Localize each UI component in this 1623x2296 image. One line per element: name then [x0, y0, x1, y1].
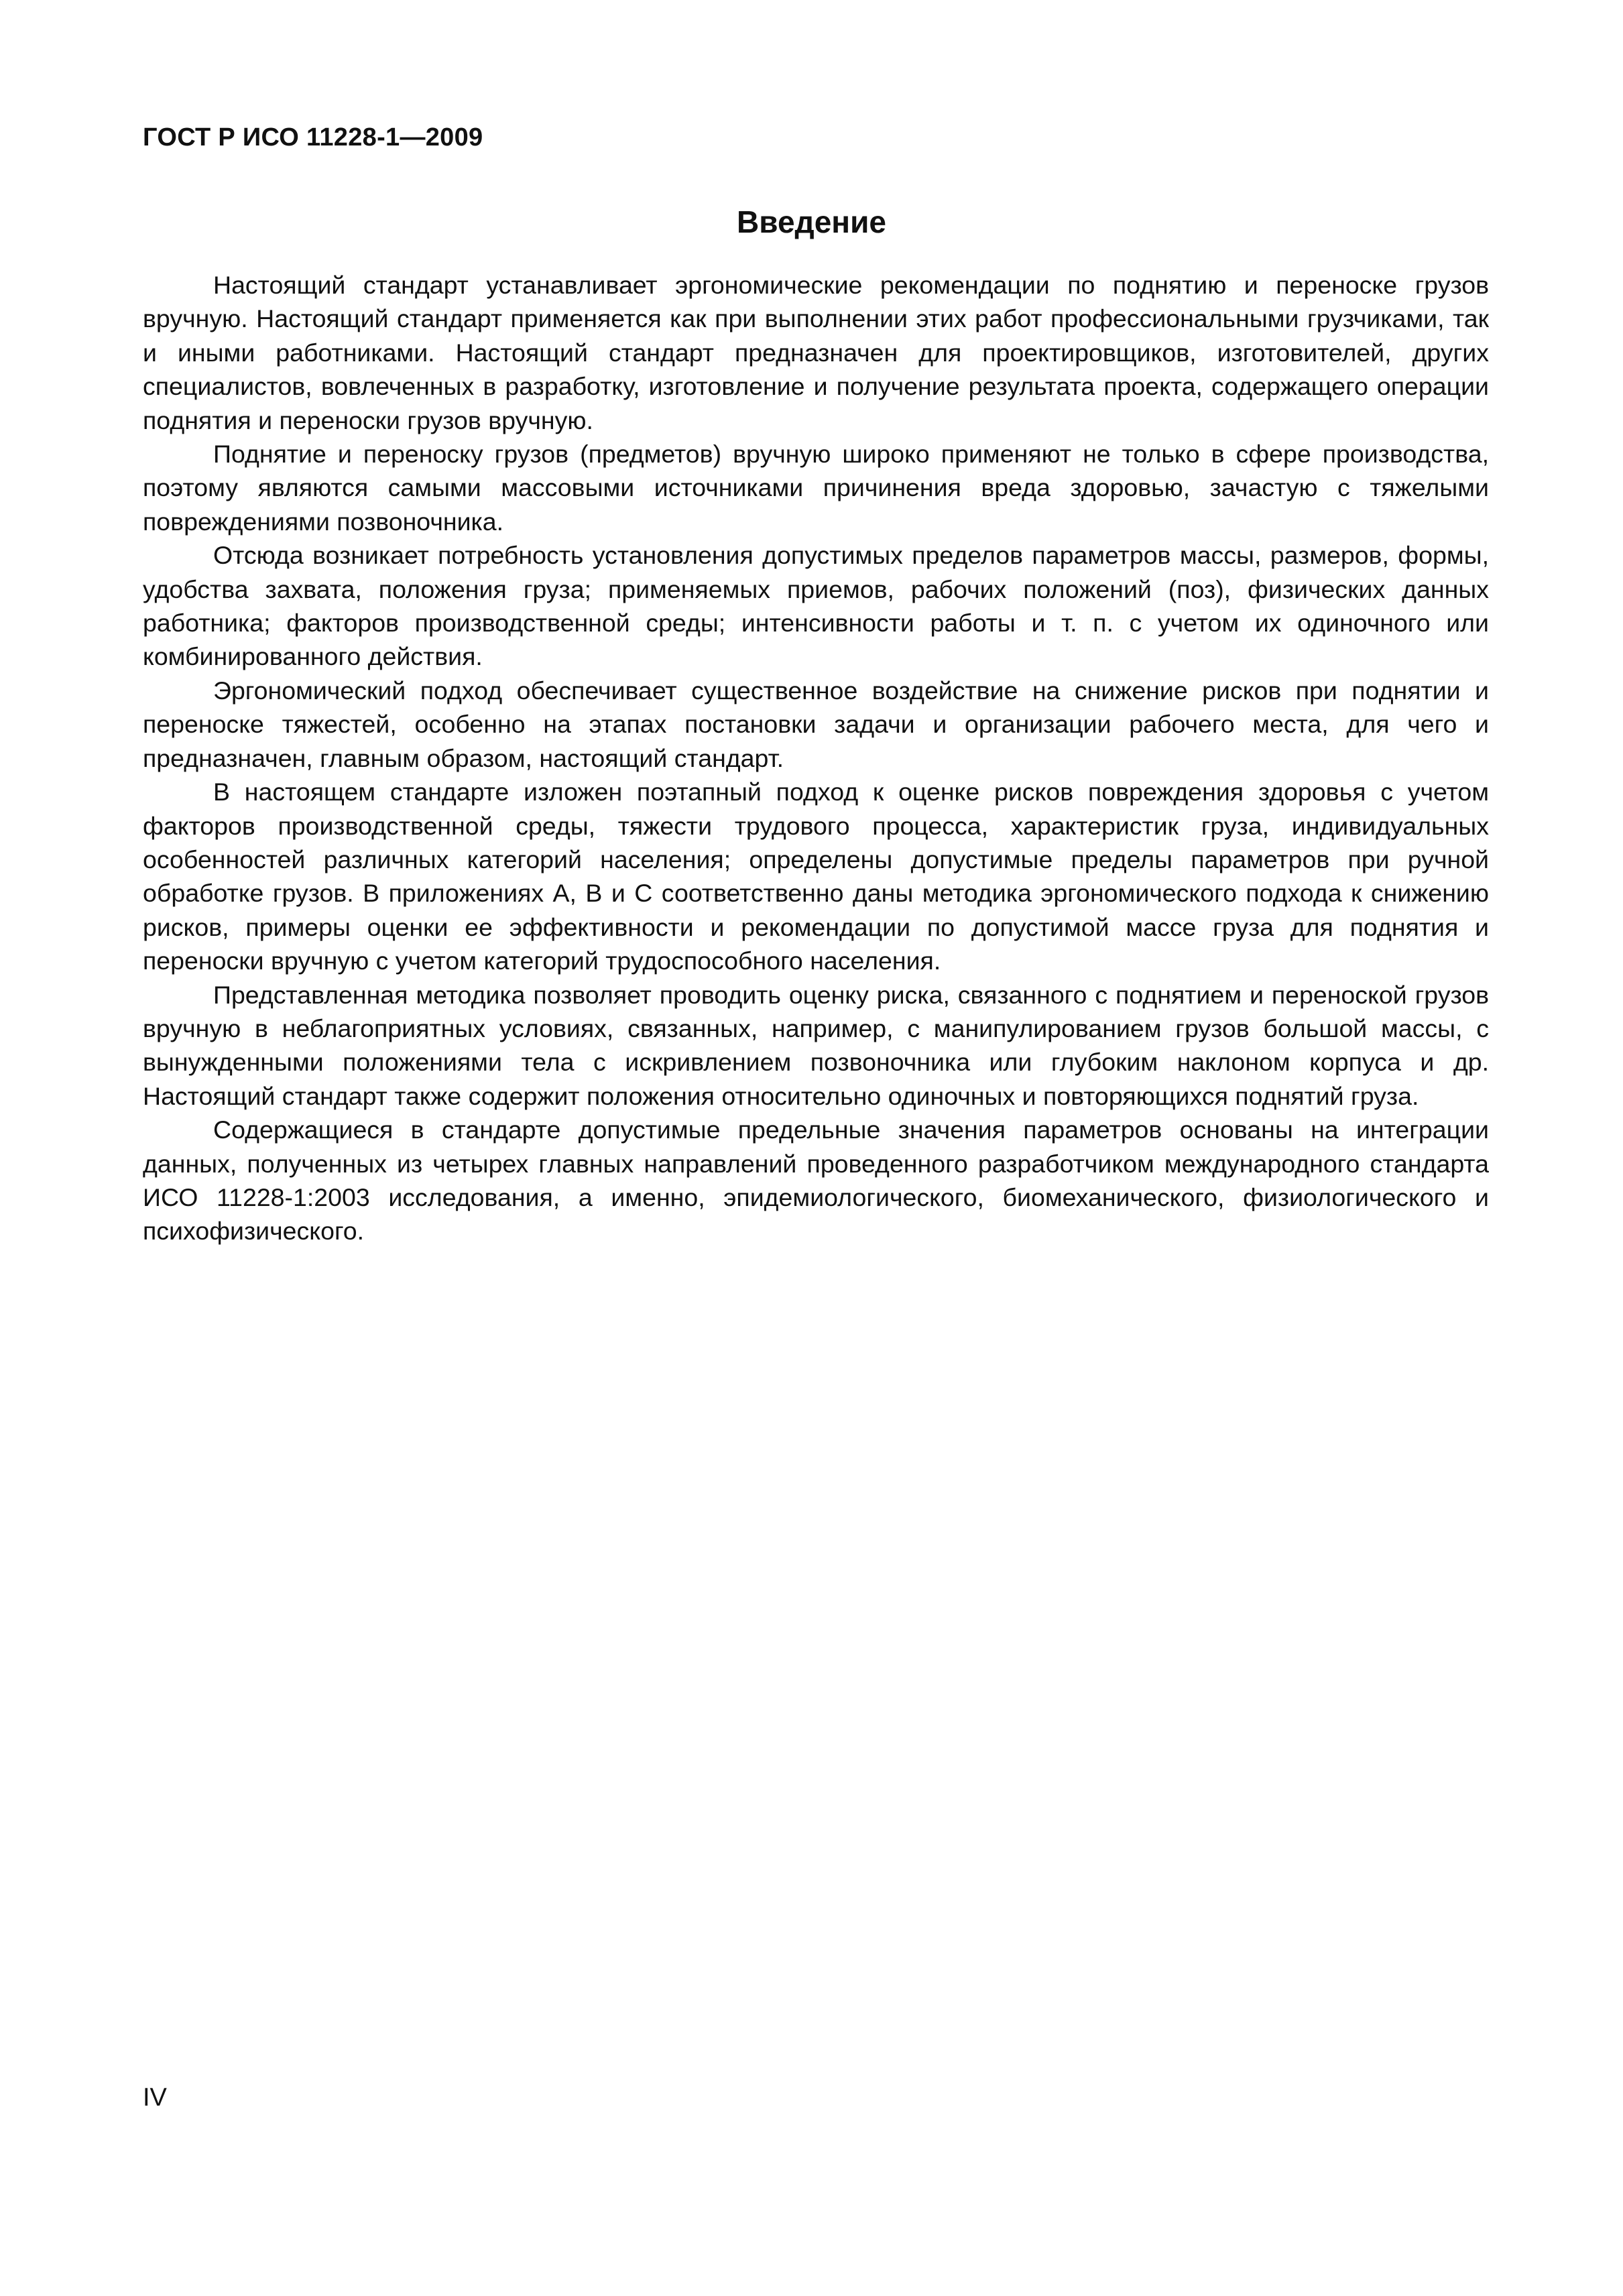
- paragraph: Настоящий стандарт устанавливает эргономические рекомендации по поднятию и переноске грузов вручную. Настоящий стандарт применяется как при выполнении этих работ профессиональными грузчиками, так и иными работниками. Настоящий стандарт предназначен для проектировщиков, изготовителей, других специалистов, вовлеченных в разработку, изготовление и получение результата проекта, содержащего операции поднятия и переноски грузов вручную.: [143, 271, 1489, 434]
- paragraph: Представленная методика позволяет проводить оценку риска, связанного с поднятием и переноской грузов вручную в неблагоприятных условиях, связанных, например, с манипулированием грузов большой массы, с вынужденными положениями тела с искривлением позвоночника или глубоким наклоном корпуса и др. Настоящий стандарт также содержит положения относительно одиночных и повторяющихся поднятий груза.: [143, 980, 1489, 1110]
- section-title: Введение: [737, 204, 886, 239]
- paragraph: Эргономический подход обеспечивает существенное воздействие на снижение рисков при поднятии и переноске тяжестей, особенно на этапах постановки задачи и организации рабочего места, для чего и предназначен, главным образом, настоящий стандарт.: [143, 676, 1489, 772]
- paragraph: Отсюда возникает потребность установления допустимых пределов параметров массы, размеров, формы, удобства захвата, положения груза; применяемых приемов, рабочих положений (поз), физических данных работника; факторов производственной среды; интенсивности работы и т. п. с учетом их одиночного или комбинированного действия.: [143, 541, 1489, 671]
- document-header-code: ГОСТ Р ИСО 11228-1—2009: [143, 123, 483, 152]
- paragraph: Содержащиеся в стандарте допустимые предельные значения параметров основаны на интеграции данных, полученных из четырех главных направлений проведенного разработчиком международного стандарта ИСО 11228-1:2003 исследования, а именно, эпидемиологического, биомеханического, физиологического и психофизического.: [143, 1115, 1489, 1246]
- body-text: [143, 268, 1489, 1248]
- paragraph: В настоящем стандарте изложен поэтапный подход к оценке рисков повреждения здоровья с учетом факторов производственной среды, тяжести трудового процесса, характеристик груза, индивидуальных особенностей различных категорий населения; определены допустимые пределы параметров при ручной обработке грузов. В приложениях А, В и С соответственно даны методика эргономического подхода к снижению рисков, примеры оценки ее эффективности и рекомендации по допустимой массе груза для поднятия и переноски вручную с учетом категорий трудоспособного населения.: [143, 778, 1489, 975]
- page-number: IV: [143, 2083, 167, 2112]
- paragraph: Поднятие и переноску грузов (предметов) вручную широко применяют не только в сфере производства, поэтому являются самыми массовыми источниками причинения вреда здоровью, зачастую с тяжелыми повреждениями позвоночника.: [143, 440, 1489, 536]
